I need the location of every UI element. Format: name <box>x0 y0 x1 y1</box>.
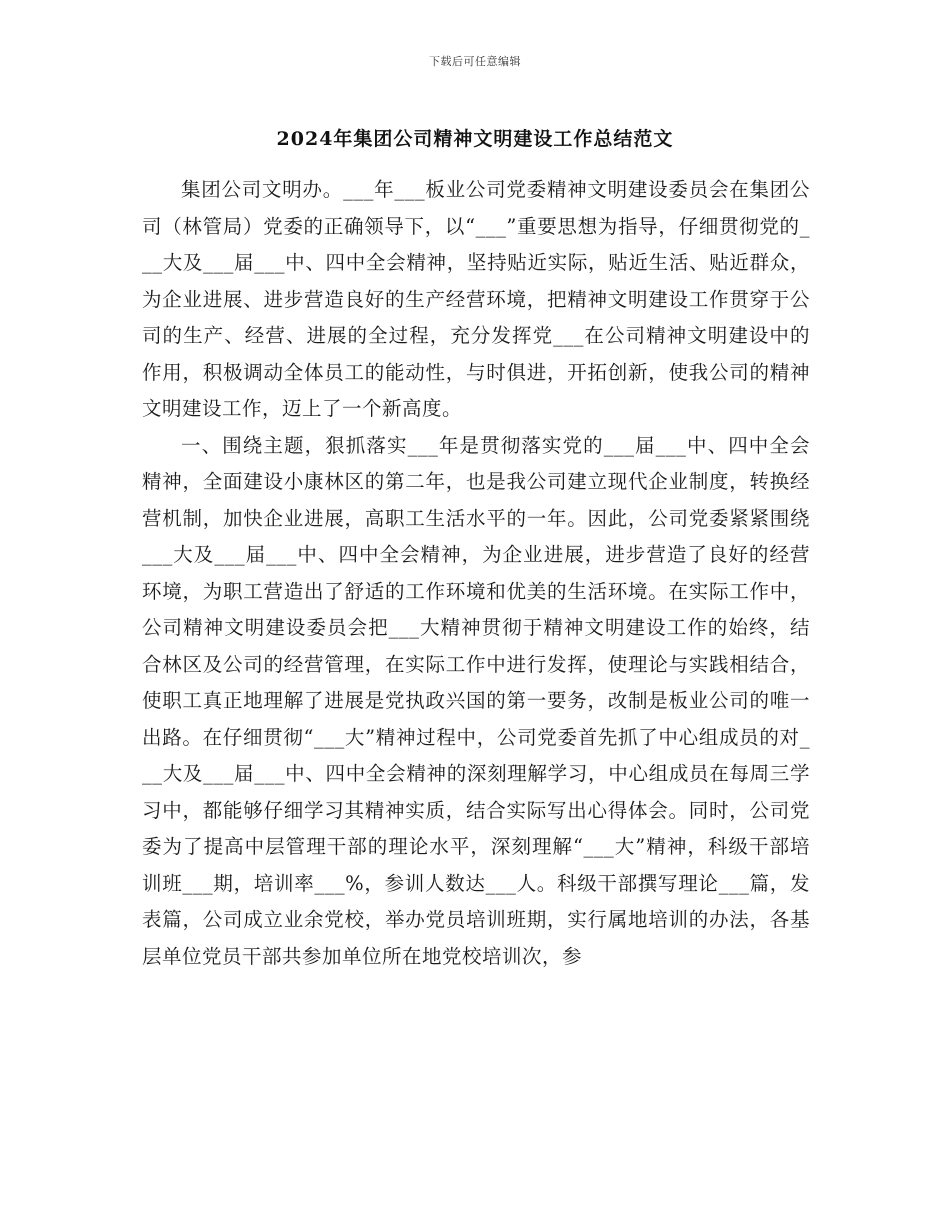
paragraph-intro: 集团公司文明办。___年___板业公司党委精神文明建设委员会在集团公司（林管局）党委的正确领导下，以“___”重要思想为指导，仔细贯彻党的___大及___届___中、四中全会精神，坚持贴近实际，贴近生活、贴近群众，为企业进展、进步营造良好的生产经营环境，把精神文明建设工作贯穿于公司的生产、经营、进展的全过程，充分发挥党___在公司精神文明建设中的作用，积极调动全体员工的能动性，与时俱进，开拓创新，使我公司的精神文明建设工作，迈上了一个新高度。 <box>142 178 810 420</box>
document-title: 2024年集团公司精神文明建设工作总结范文 <box>276 128 674 150</box>
paragraph-section-1: 一、围绕主题，狠抓落实___年是贯彻落实党的___届___中、四中全会精神，全面建设小康林区的第二年，也是我公司建立现代企业制度，转换经营机制，加快企业进展，高职工生活水平的一年。因此，公司党委紧紧围绕___大及___届___中、四中全会精神，为企业进展，进步营造了良好的经营环境，为职工营造出了舒适的工作环境和优美的生活环境。在实际工作中，公司精神文明建设委员会把___大精神贯彻于精神文明建设工作的始终，结合林区及公司的经营管理，在实际工作中进行发挥，使理论与实践相结合，使职工真正地理解了进展是党执政兴国的第一要务，改制是板业公司的唯一出路。在仔细贯彻“___大”精神过程中，公司党委首先抓了中心组成员的对___大及___届___中、四中全会精神的深刻理解学习，中心组成员在每周三学习中，都能够仔细学习其精神实质，结合实际写出心得体会。同时，公司党委为了提高中层管理干部的理论水平，深刻理解“___大”精神，科级干部培训班___期，培训率___%，参训人数达___人。科级干部撰写理论___篇，发表篇，公司成立业余党校，举办党员培训班期，实行属地培训的办法，各基层单位党员干部共参加单位所在地党校培训次，参 <box>142 433 810 968</box>
document-body <box>142 172 810 975</box>
page-header-note: 下载后可任意编辑 <box>429 55 521 68</box>
